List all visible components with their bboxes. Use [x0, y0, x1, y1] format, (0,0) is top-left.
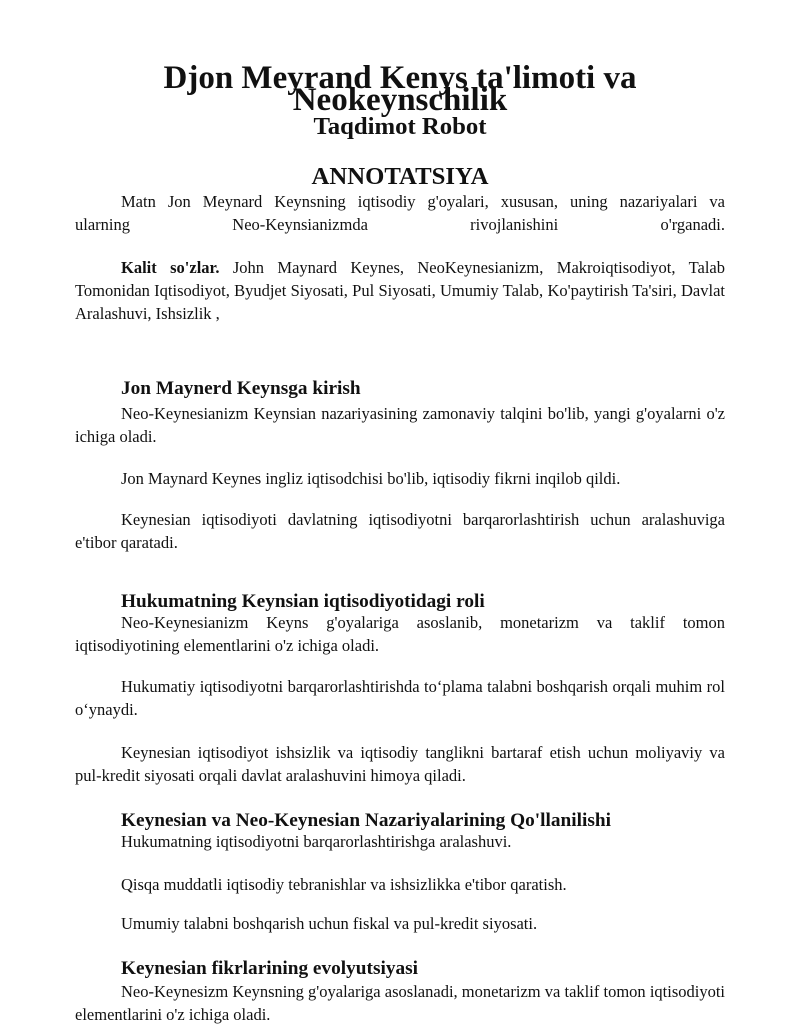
- section-paragraph: Hukumatning iqtisodiyotni barqarorlashtirishga aralashuvi.: [121, 832, 512, 851]
- annotation-heading: ANNOTATSIYA: [311, 163, 489, 190]
- document-subtitle: Taqdimot Robot: [313, 113, 487, 140]
- section-paragraph: Keynesian iqtisodiyot ishsizlik va iqtisodiy tanglikni bartaraf etish uchun moliyaviy va pul-kredit siyosati orqali davlat aralashuvini himoya qiladi.: [75, 743, 725, 785]
- section-paragraph: Neo-Keynesianizm Keyns g'oyalariga asoslanib, monetarizm va taklif tomon iqtisodiyotining elementlarini o'z ichiga oladi.: [75, 613, 725, 655]
- keywords-paragraph: [75, 256, 725, 325]
- section-heading: Keynesian va Neo-Keynesian Nazariyalarining Qo'llanilishi: [121, 810, 611, 831]
- section-paragraph: Neo-Keynesianizm Keynsian nazariyasining zamonaviy talqini bo'lib, yangi g'oyalarni o'z ichiga oladi.: [75, 404, 725, 446]
- annotation-line-1: Matn Jon Meynard Keynsning iqtisodiy g'oyalari, xususan, uning nazariyalari va: [121, 192, 725, 211]
- annotation-line-2: ularning Neo-Keynsianizmda rivojlanishini o'rganadi.: [75, 215, 725, 234]
- document-title: Djon Meyrand Kenys ta'limoti va Neokeynschilik: [163, 60, 637, 118]
- section-paragraph: Hukumatiy iqtisodiyotni barqarorlashtirishda to‘plama talabni boshqarish orqali muhim rol o‘ynaydi.: [75, 677, 725, 719]
- section-paragraph: Umumiy talabni boshqarish uchun fiskal va pul-kredit siyosati.: [121, 914, 538, 933]
- section-heading: Keynesian fikrlarining evolyutsiyasi: [121, 958, 418, 979]
- keywords-label: Kalit so'zlar.: [121, 258, 220, 277]
- section-paragraph: Qisqa muddatli iqtisodiy tebranishlar va ishsizlikka e'tibor qaratish.: [121, 875, 567, 894]
- section-paragraph: Keynesian iqtisodiyoti davlatning iqtisodiyotni barqarorlashtirish uchun aralashuviga e'tibor qaratadi.: [75, 510, 725, 552]
- section-paragraph: Jon Maynard Keynes ingliz iqtisodchisi bo'lib, iqtisodiy fikrni inqilob qildi.: [121, 469, 621, 488]
- section-heading: Hukumatning Keynsian iqtisodiyotidagi roli: [121, 591, 485, 612]
- section-paragraph: Neo-Keynesizm Keynsning g'oyalariga asoslanadi, monetarizm va taklif tomon iqtisodiyoti elementlarini o'z ichiga oladi.: [75, 982, 725, 1024]
- keywords-text: John Maynard Keynes, NeoKeynesianizm, Makroiqtisodiyot, Talab Tomonidan Iqtisodiyot, Byudjet Siyosati, Pul Siyosati, Umumiy Talab, Ko'paytirish Ta'siri, Davlat Aralashuvi, Ishsizlik ,: [75, 258, 725, 323]
- section-heading: Jon Maynerd Keynsga kirish: [121, 378, 361, 399]
